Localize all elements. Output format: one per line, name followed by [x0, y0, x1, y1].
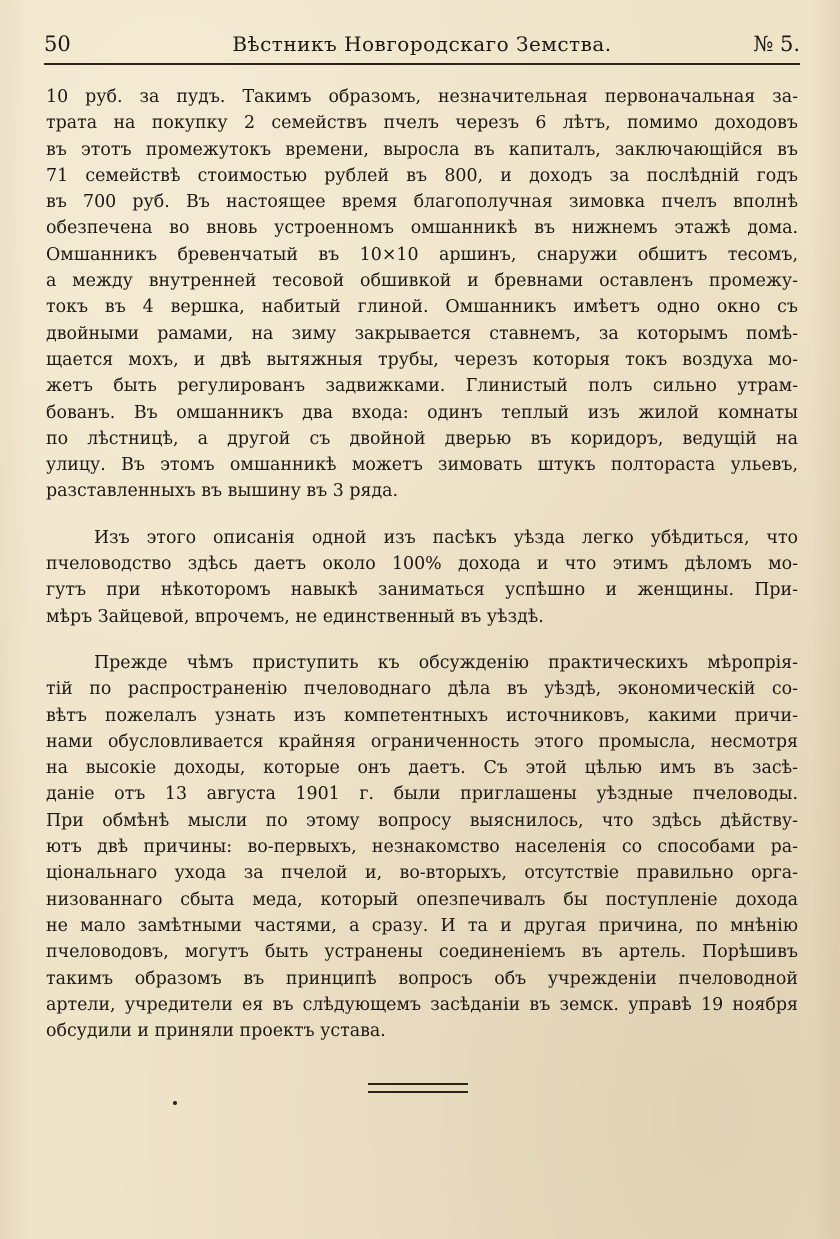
- text-line: а между внутренней тесовой обшивкой и бревнами оставленъ промежу-: [46, 271, 798, 292]
- closing-double-rule: [368, 1083, 468, 1093]
- paragraph: [46, 525, 798, 630]
- text-line: вѣтъ пожелалъ узнать изъ компетентныхъ источниковъ, какими причи-: [46, 705, 798, 726]
- text-line: на высокіе доходы, которые онъ даетъ. Съ этой цѣлью имъ въ засѣ-: [46, 758, 798, 779]
- text-line: трата на покупку 2 семействъ пчелъ черезъ 6 лѣтъ, помимо доходовъ: [46, 113, 798, 134]
- text-line: даніе отъ 13 августа 1901 г. были приглашены уѣздные пчеловоды.: [46, 784, 798, 805]
- text-line: При обмѣнѣ мысли по этому вопросу выяснилось, что здѣсь дѣйству-: [46, 810, 798, 831]
- text-line: тій по распространенію пчеловоднаго дѣла въ уѣздѣ, экономическій со-: [46, 679, 798, 700]
- text-line: не мало замѣтными частями, а сразу. И та и другая причина, по мнѣнію: [46, 915, 798, 936]
- text-line: ютъ двѣ причины: во-первыхъ, незнакомство населенія со способами ра-: [46, 837, 798, 858]
- page-header: [44, 28, 800, 62]
- text-line: токъ въ 4 вершка, набитый глиной. Омшанникъ имѣетъ одно окно съ: [46, 297, 798, 318]
- text-line: Изъ этого описанія одной изъ пасѣкъ уѣзда легко убѣдиться, что: [94, 527, 798, 548]
- page-number: 50: [44, 32, 71, 56]
- text-line: по лѣстницѣ, а другой съ двойной дверью въ коридоръ, ведущій на: [46, 428, 798, 449]
- text-line: низованнаго сбыта меда, который опезпечивалъ бы поступленіе дохода: [46, 889, 798, 910]
- text-line: пчеловодовъ, могутъ быть устранены соединеніемъ въ артель. Порѣшивъ: [46, 942, 798, 963]
- text-line: 10 руб. за пудъ. Такимъ образомъ, незначительная первоначальная за-: [46, 87, 798, 107]
- journal-title: Вѣстникъ Новгородскаго Земства.: [232, 32, 612, 56]
- text-line: Омшанникъ бревенчатый въ 10×10 аршинъ, снаружи обшитъ тесомъ,: [46, 244, 798, 265]
- text-line: нами обусловливается крайняя ограниченность этого промысла, несмотря: [46, 731, 798, 752]
- paragraph-gap: [46, 630, 798, 650]
- header-rule: [44, 63, 800, 65]
- text-line: гутъ при нѣкоторомъ навыкѣ заниматься успѣшно и женщины. При-: [46, 580, 798, 601]
- paragraph: [46, 650, 798, 1044]
- paragraph: [46, 84, 798, 505]
- text-line: пчеловодство здѣсь даетъ около 100% дохода и что этимъ дѣломъ мо-: [46, 554, 798, 575]
- text-line: такимъ образомъ въ принципѣ вопросъ объ учрежденіи пчеловодной: [46, 968, 798, 989]
- issue-number: № 5.: [753, 32, 800, 56]
- text-line: въ 700 руб. Въ настоящее время благополучная зимовка пчелъ вполнѣ: [46, 192, 798, 213]
- text-line: Прежде чѣмъ приступить къ обсужденію практическихъ мѣропрія-: [94, 652, 798, 673]
- text-line: ціональнаго ухода за пчелой и, во-вторыхъ, отсутствіе правильно орга-: [46, 863, 798, 884]
- ink-dot: [173, 1101, 177, 1105]
- text-line: обсудили и приняли проектъ устава.: [46, 1021, 386, 1042]
- text-line: бованъ. Въ омшанникъ два входа: одинъ теплый изъ жилой комнаты: [46, 402, 798, 423]
- text-line: въ этотъ промежутокъ времени, выросла въ капиталъ, заключающійся въ: [46, 139, 798, 160]
- text-line: мѣръ Зайцевой, впрочемъ, не единственный въ уѣздѣ.: [46, 606, 544, 627]
- paragraph-gap: [46, 505, 798, 525]
- text-line: разставленныхъ въ вышину въ 3 ряда.: [46, 481, 399, 502]
- text-line: двойными рамами, на зиму закрывается ставнемъ, за которымъ помѣ-: [46, 323, 798, 344]
- text-line: артели, учредители ея въ слѣдующемъ засѣданіи въ земск. управѣ 19 ноября: [46, 994, 798, 1015]
- text-line: 71 семействѣ стоимостью рублей въ 800, и доходъ за послѣдній годъ: [46, 165, 798, 186]
- text-line: жетъ быть регулированъ задвижками. Глинистый полъ сильно утрам-: [46, 376, 798, 397]
- text-line: обезпечена во вновь устроенномъ омшанникѣ въ нижнемъ этажѣ дома.: [46, 218, 798, 239]
- text-line: улицу. Въ этомъ омшанникѣ можетъ зимовать штукъ полтораста ульевъ,: [46, 455, 798, 476]
- article-body: [46, 84, 798, 1044]
- text-line: щается мохъ, и двѣ вытяжныя трубы, черезъ которыя токъ воздуха мо-: [46, 349, 798, 370]
